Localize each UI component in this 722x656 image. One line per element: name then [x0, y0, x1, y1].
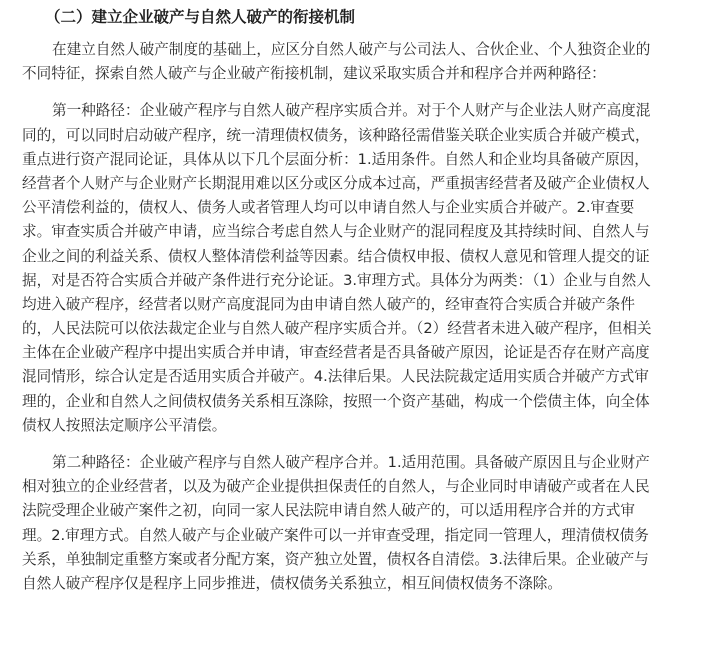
text-line: 第二种路径：企业破产程序与自然人破产程序合并。1.适用范围。具备破产原因且与企业财产 [52, 454, 650, 471]
paragraph-path-one [22, 99, 704, 438]
text-line: 相对独立的企业经营者，以及为破产企业提供担保责任的自然人，与企业同时申请破产或者在人民 [22, 478, 650, 496]
text-line: 重点进行资产混同论证，具体从以下几个层面分析：1.适用条件。自然人和企业均具备破产原因， [22, 150, 649, 168]
text-line: 混同情形，综合认定是否适用实质合并破产。4.法律后果。人民法院裁定适用实质合并破产方式审 [22, 368, 649, 386]
text-line: 企业之间的利益关系、债权人整体清偿利益等因素。结合债权申报、债权人意见和管理人提交的证 [22, 247, 650, 265]
text-line: 自然人破产程序仅是程序上同步推进，债权债务关系独立，相互间债权债务不涤除。 [22, 574, 562, 592]
text-line: 在建立自然人破产制度的基础上，应区分自然人破产与公司法人、合伙企业、个人独资企业的 [52, 41, 651, 58]
text-line: 据，对是否符合实质合并破产条件进行充分论证。3.审理方式。具体分为两类：（1）企业与自然人 [22, 271, 651, 289]
text-line: 第一种路径：企业破产程序与自然人破产程序实质合并。对于个人财产与企业法人财产高度混 [52, 102, 651, 120]
text-line: 求。审查实质合并破产申请，应当综合考虑自然人与企业财产的混同程度及其持续时间、自然人与 [22, 223, 650, 241]
text-line: 的，人民法院可以依法裁定企业与自然人破产程序实质合并。（2）经营者未进入破产程序，但相关 [22, 320, 652, 338]
section-heading: （二）建立企业破产与自然人破产的衔接机制 [45, 8, 356, 26]
text-line: 法院受理企业破产案件之初，向同一家人民法院申请自然人破产的，可以适用程序合并的方式审 [22, 502, 635, 520]
text-line: 关系，单独制定重整方案或者分配方案，资产独立处置，债权各自清偿。3.法律后果。企业破产与 [22, 550, 649, 568]
text-line: 同的，可以同时启动破产程序，统一清理债权债务，该种路径需借鉴关联企业实质合并破产模式， [22, 126, 650, 144]
paragraph-intro [22, 38, 704, 86]
text-line: 理。2.审理方式。自然人破产与企业破产案件可以一并审查受理，指定同一管理人，理清债权债务 [22, 526, 649, 544]
text-line: 不同特征，探索自然人破产与企业破产衔接机制，建议采取实质合并和程序合并两种路径： [22, 65, 606, 83]
text-line: 理的，企业和自然人之间债权债务关系相互涤除，按照一个资产基础，构成一个偿债主体，向全体 [22, 392, 650, 410]
text-line: 经营者个人财产与企业财产长期混用难以区分或区分成本过高，严重损害经营者及破产企业债权人 [22, 174, 650, 192]
paragraph-path-two [22, 451, 704, 596]
document-page [22, 4, 704, 609]
text-line: 债权人按照法定顺序公平清偿。 [22, 416, 227, 434]
text-line: 公平清偿利益的，债权人、债务人或者管理人均可以申请自然人与企业实质合并破产。2.审查要 [22, 199, 635, 217]
text-line: 均进入破产程序，经营者以财产高度混同为由申请自然人破产的，经审查符合实质合并破产条件 [22, 295, 635, 313]
text-line: 主体在企业破产程序中提出实质合并申请，审查经营者是否具备破产原因，论证是否存在财产高度 [22, 344, 650, 362]
